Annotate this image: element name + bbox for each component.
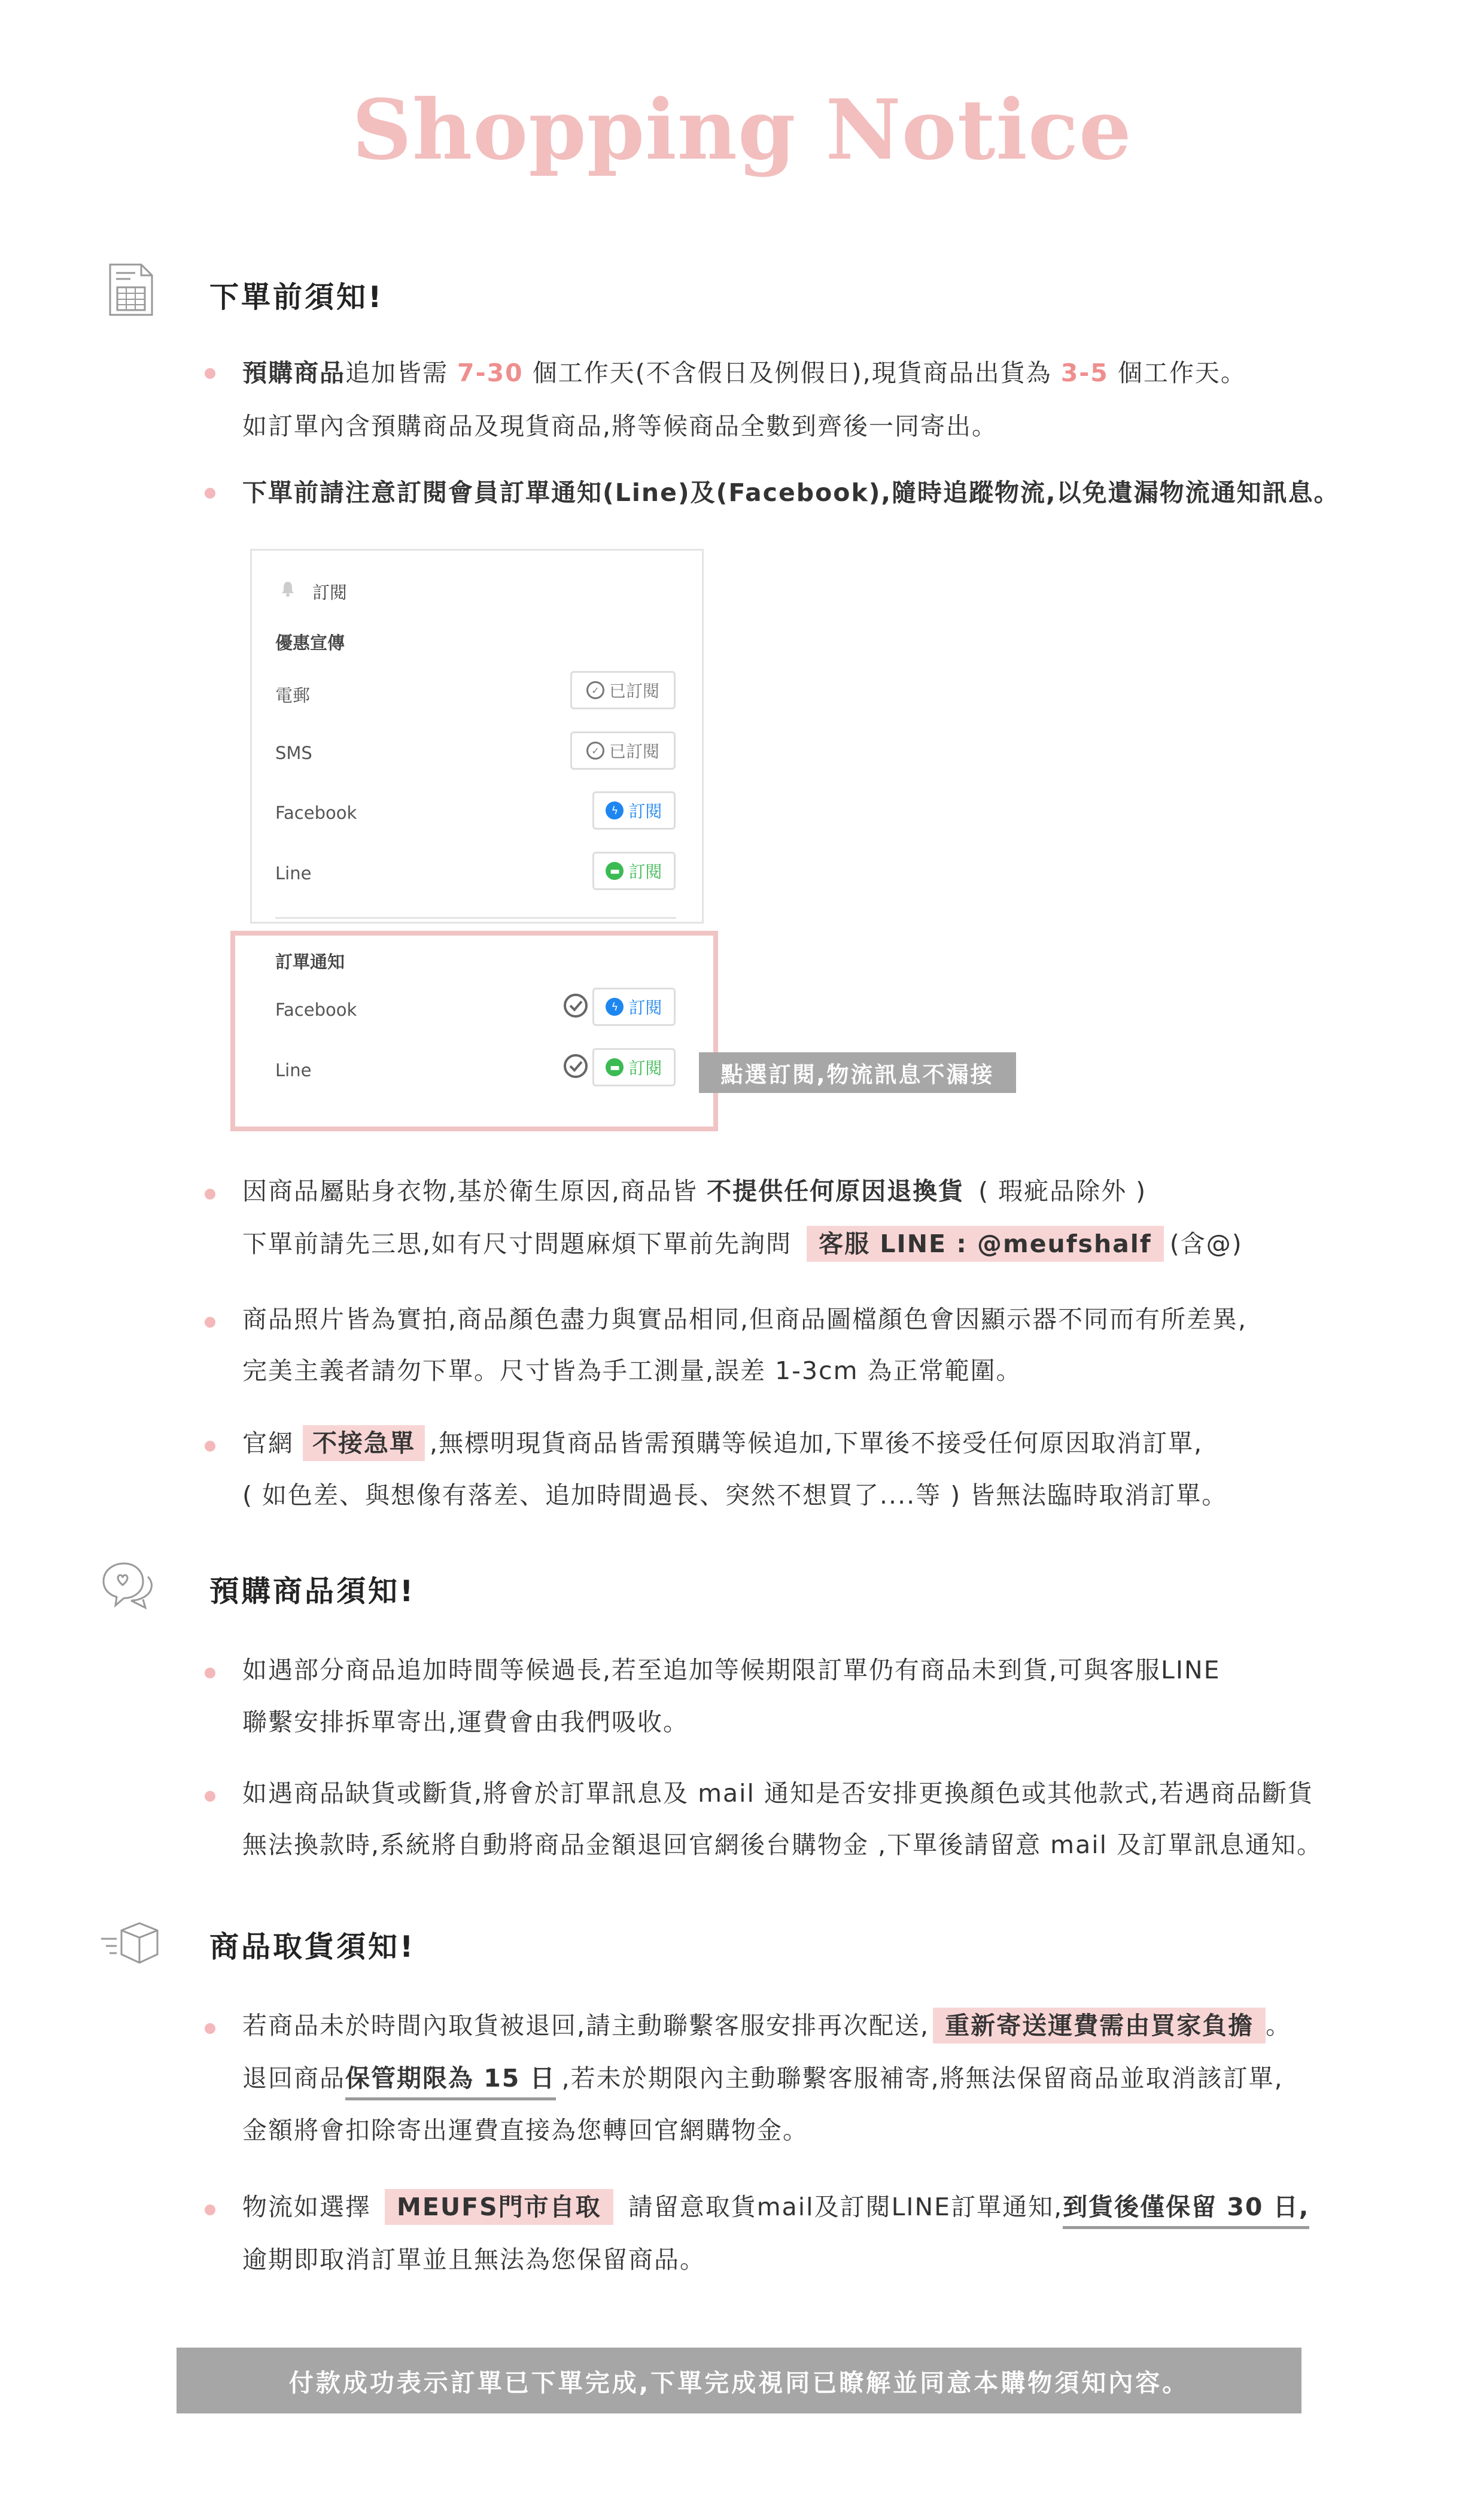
check-circle-icon: ✓ [586,681,604,699]
section-title-before-order: 下單前須知! [209,280,384,314]
panel-header: 訂閱 [312,582,348,603]
subscribe-callout: 點選訂閱,物流訊息不漏接 [699,1052,1016,1093]
sms-subscribed-button[interactable]: ✓ 已訂閱 [570,731,676,770]
email-subscribed-button[interactable]: ✓ 已訂閱 [570,671,676,709]
bullet [205,488,215,499]
return-policy-line1: 因商品屬貼身衣物,基於衛生原因,商品皆 不提供任何原因退換貨 ( 瑕疵品除外 ) [242,1177,1147,1206]
row-label-sms: SMS [275,743,312,763]
row-label-facebook: Facebook [275,803,357,823]
line-subscribe-button[interactable]: ▬ 訂閱 [592,852,676,890]
bullet [205,2205,215,2215]
pickup-return-line2: 退回商品保管期限為 15 日 ,若未於期限內主動聯繫客服補寄,將無法保留商品並取消該訂單, [242,2066,1284,2091]
subscribe-note: 下單前請注意訂閱會員訂單通知(Line)及(Facebook),隨時追蹤物流,以免遺漏物流通知訊息。 [242,478,1340,507]
line-icon: ▬ [606,862,624,880]
chat-hearts-icon [98,1556,157,1616]
store-pickup-highlight: MEUFS門市自取 [385,2189,613,2225]
preorder-note-line1: 預購商品追加皆需 7-30 個工作天(不含假日及例假日),現貨商品出貨為 3-5 個工作天。 [242,359,1246,387]
order-facebook-subscribe-button[interactable]: ϟ 訂閱 [592,988,676,1026]
order-row-label-facebook: Facebook [275,1000,357,1020]
bullet [205,2023,215,2034]
pickup-return-line1: 若商品未於時間內取貨被退回,請主動聯繫客服安排再次配送, 重新寄送運費需由買家負擔 。 [242,2014,1291,2038]
messenger-icon: ϟ [606,801,624,819]
footer-agreement-bar: 付款成功表示訂單已下單完成,下單完成視同已瞭解並同意本購物須知內容。 [177,2348,1301,2413]
no-rush-line2: ( 如色差、與想像有落差、追加時間過長、突然不想買了....等 ) 皆無法臨時取消訂單。 [242,1481,1228,1510]
photo-note-line2: 完美主義者請勿下單。尺寸皆為手工測量,誤差 1-3cm 為正常範圍。 [242,1356,1022,1385]
messenger-icon: ϟ [606,998,624,1016]
preorder-split-line2: 聯繫安排拆單寄出,運費會由我們吸收。 [242,1708,689,1736]
bell-icon [279,579,297,600]
bullet [205,1189,215,1200]
section-title-preorder: 預購商品須知! [209,1574,416,1608]
page-title: Shopping Notice [352,81,1132,178]
bullet [205,1317,215,1328]
panel-divider [275,917,676,919]
order-row-label-line: Line [275,1060,312,1080]
section-title-pickup: 商品取貨須知! [209,1930,416,1964]
line-contact-highlight: 客服 LINE : @meufshalf [807,1226,1164,1262]
return-policy-line2: 下單前請先三思,如有尺寸問題麻煩下單前先詢問 客服 LINE : @meufshalf (含@) [242,1232,1243,1256]
pickup-return-line3: 金額將會扣除寄出運費直接為您轉回官網購物金。 [242,2116,808,2145]
store-pickup-line2: 逾期即取消訂單並且無法為您保留商品。 [242,2245,705,2274]
photo-note-line1: 商品照片皆為實拍,商品顏色盡力與實品相同,但商品圖檔顏色會因顯示器不同而有所差異, [242,1305,1248,1334]
bullet [205,1441,215,1452]
row-label-email: 電郵 [275,685,311,706]
preorder-note-line2: 如訂單內含預購商品及現貨商品,將等候商品全數到齊後一同寄出。 [242,412,998,441]
order-notice-highlight-box [230,931,718,1131]
delivery-box-icon [98,1912,157,1972]
promo-title: 優惠宣傳 [275,633,345,653]
out-of-stock-line2: 無法換款時,系統將自動將商品金額退回官網後台購物金 ,下單後請留意 mail 及訂單訊息通知。 [242,1830,1323,1859]
no-rush-line1: 官網 不接急單 ,無標明現貨商品皆需預購等候追加,下單後不接受任何原因取消訂單, [242,1431,1203,1456]
order-line-subscribe-button[interactable]: ▬ 訂閱 [592,1048,676,1086]
preorder-split-line1: 如遇部分商品追加時間等候過長,若至追加等候期限訂單仍有商品未到貨,可與客服LINE [242,1656,1221,1684]
bullet [205,1668,215,1678]
bullet [205,368,215,379]
out-of-stock-line1: 如遇商品缺貨或斷貨,將會於訂單訊息及 mail 通知是否安排更換顏色或其他款式,若遇商品斷貨 [242,1779,1313,1808]
row-label-line: Line [275,863,312,883]
store-pickup-line1: 物流如選擇 MEUFS門市自取 請留意取貨mail及訂閱LINE訂單通知,到貨後僅保留 30 日, [242,2195,1309,2219]
bullet [205,1791,215,1802]
order-notice-title: 訂單通知 [275,952,345,972]
facebook-subscribe-button[interactable]: ϟ 訂閱 [592,791,676,830]
invoice-icon [102,259,162,318]
line-icon: ▬ [606,1058,624,1076]
check-circle-icon: ✓ [586,742,604,760]
